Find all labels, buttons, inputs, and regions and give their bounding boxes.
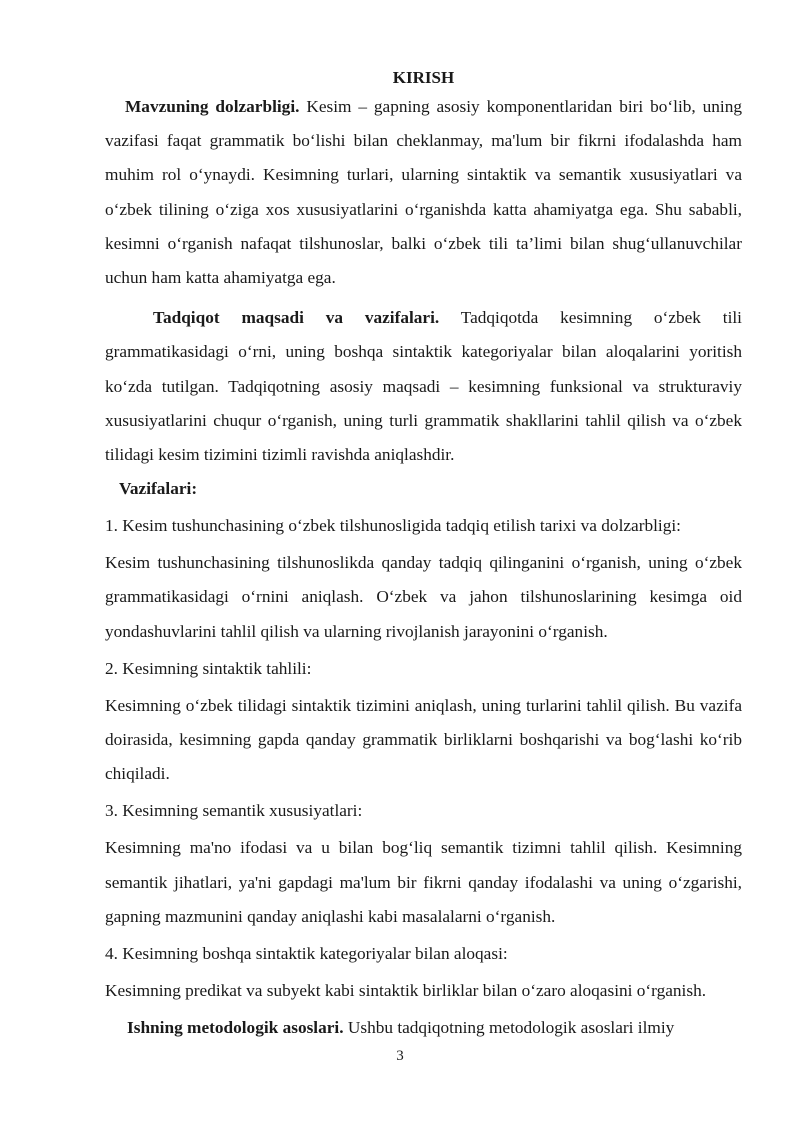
task-4-text: Kesimning predikat va subyekt kabi sintaktik birliklar bilan o‘zaro aloqasini o‘rganish. xyxy=(105,981,707,1001)
heading-relevance: Mavzuning dolzarbligi. xyxy=(125,97,300,116)
page-content xyxy=(105,66,742,1045)
task-2-heading: 2. Kesimning sintaktik tahlili: xyxy=(105,658,312,678)
text-relevance: Kesim – gapning asosiy komponentlaridan biri bo‘lib, uning vazifasi faqat grammatik bo‘lishi bilan cheklanmay, ma'lum bir fikrni ifodalashda ham muhim rol o‘ynaydi. Kesimning turlari, ularning sintaktik va semantik xususiyatlari va o‘zbek tilining o‘ziga xos xususiyatlarini o‘rganishda katta ahamiyatga ega. Shu sababli, kesimni o‘rganish nafaqat tilshunoslar, balki o‘zbek tili ta’limi bilan shug‘ullanuvchilar uchun ham katta ahamiyatga ega. xyxy=(105,97,742,288)
task-1-text: Kesim tushunchasining tilshunoslikda qanday tadqiq qilinganini o‘rganish, uning o‘zbek grammatikasidagi o‘rnini aniqlash. O‘zbek va jahon tilshunoslarining kesimga oid yondashuvlarini tahlil qilish va ularning rivojlanish jarayonini o‘rganish. xyxy=(105,553,742,641)
paragraph-relevance xyxy=(105,90,742,295)
paragraph-goals xyxy=(105,301,742,472)
tasks-heading: Vazifalari: xyxy=(119,479,198,499)
task-2-text: Kesimning o‘zbek tilidagi sintaktik tizimini aniqlash, uning turlarini tahlil qilish. Bu vazifa doirasida, kesimning gapda qanday grammatik birliklarni boshqarishi va bog‘lashi ko‘rib chiqiladi. xyxy=(105,695,742,784)
text-methodology: Ushbu tadqiqotning metodologik asoslari ilmiy xyxy=(343,1018,675,1038)
paragraph-methodology xyxy=(105,1011,742,1045)
task-3-text: Kesimning ma'no ifodasi va u bilan bog‘liq semantik tizimni tahlil qilish. Kesimning semantik jihatlari, ya'ni gapdagi ma'lum bir fikrni qanday ifodalashi va uning o‘zgarishi, gapning mazmunini qanday aniqlashi kabi masalalarni o‘rganish. xyxy=(105,838,742,926)
heading-methodology: Ishning metodologik asoslari. xyxy=(127,1018,344,1038)
task-3-heading: 3. Kesimning semantik xususiyatlari: xyxy=(105,801,363,821)
task-4-heading: 4. Kesimning boshqa sintaktik kategoriyalar bilan aloqasi: xyxy=(105,944,508,964)
text-goals: Tadqiqotda kesimning o‘zbek tili grammatikasidagi o‘rni, uning boshqa sintaktik kategoriyalar bilan aloqalarini yoritish ko‘zda tutilgan. Tadqiqotning asosiy maqsadi – kesimning funksional va strukturaviy xususiyatlarini chuqur o‘rganish, uning turli grammatik shakllarini tahlil qilish va o‘zbek tilidagi kesim tizimini tizimli ravishda aniqlashdir. xyxy=(105,308,742,465)
heading-goals: Tadqiqot maqsadi va vazifalari. xyxy=(153,308,440,328)
section-title: KIRISH xyxy=(392,68,455,87)
task-1-heading: 1. Kesim tushunchasining o‘zbek tilshunosligida tadqiq etilish tarixi va dolzarbligi: xyxy=(105,516,681,536)
page-number: 3 xyxy=(396,1048,404,1064)
